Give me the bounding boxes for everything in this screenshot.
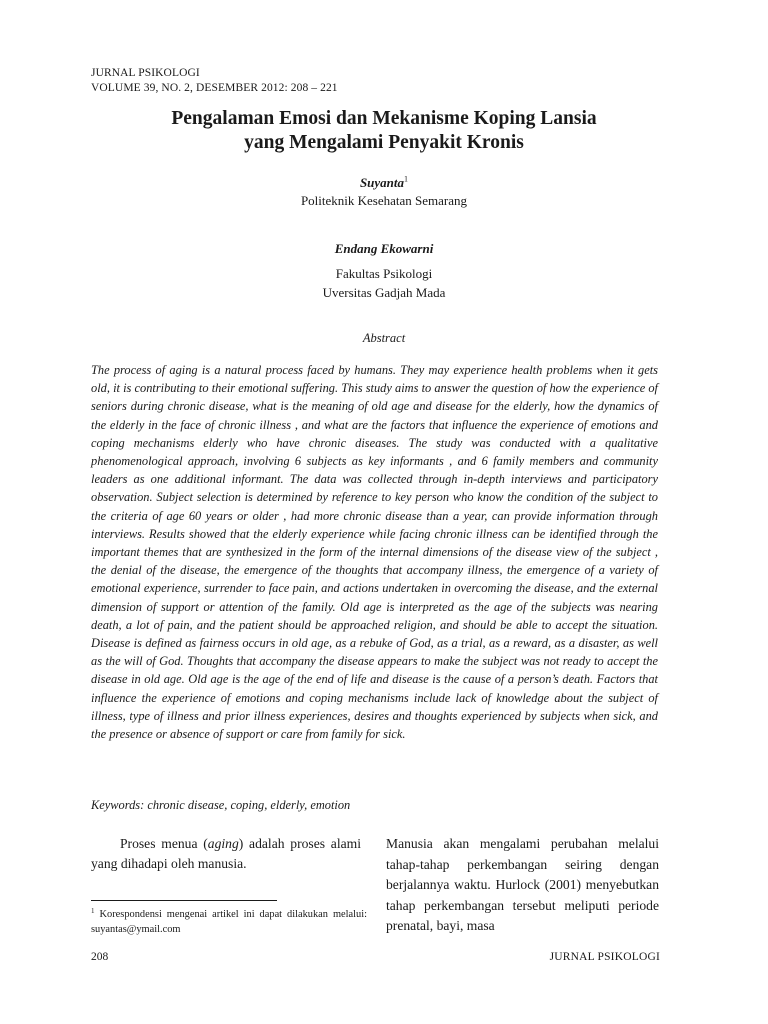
abstract-heading: Abstract [362,331,406,345]
abstract-text: The process of aging is a natural process faced by humans. They may experience health problems when it gets old, it is contributing to their emotional suffering. This study aims to answer the question of how the experience of seniors during chronic disease, what is the meaning of old age and disease for the elderly, how the dynamics of the elderly in the face of chronic illness , and what are the factors that influence the experience of emotions and coping mechanisms elderly who have chronic diseases. The study was conducted with a qualitative phenomenological approach, involving 6 subjects as key informants , and 6 family members and community leaders as one additional informant. The data was collected through in-depth interviews and participatory observation. Subject selection is determined by reference to key person who know the condition of the subject to the criteria of age 60 years or older , had more chronic disease than a year, can provide information through interviews. Results showed that the elderly experience while facing chronic illness can be identified through the important themes that are synthesized in the form of the internal dimensions of the disease view of the subject , the denial of the disease, the emergence of the thoughts that accompany illness, the emergence of a variety of emotional experience, surrender to face pain, and actions undertaken in overcoming the disease, and the external dimension of support or attention of the family. Old age is interpreted as the age of the subjects was nearing death, a lot of pain, and the patient should be approached religion, and should be able to accept the situation. Disease is defined as fairness occurs in old age, as a rebuke of God, as a trial, as a reward, as a disaster, as well as the will of God. Thoughts that accompany the disease appears to make the subject was not ready to accept the disease in old age. Old age is the age of the end of life and disease is the cause of a person’s death. Factors that influence the experience of emotions and coping mechanisms include lack of knowledge about the subject of illness, type of illness and prior illness experiences, desires and thoughts experienced by subjects when sick, and the presence or absence of support or care from family for sick. [91,363,658,742]
body-left-text-2: ) adalah proses alami yang dihadapi oleh manusia. [91,836,361,871]
title-line-1: Pengalaman Emosi dan Mekanisme Koping Lansia [171,108,597,129]
journal-name: JURNAL PSIKOLOGI [91,67,200,79]
body-right-column: Manusia akan mengalami perubahan melalui tahap-tahap perkembangan seiring dengan berjalannya waktu. Hurlock (2001) menyebutkan tahap perkembangan tersebut meliputi periode prenatal, bayi, masa [386,836,659,933]
author-1-name: Suyanta [359,175,405,190]
journal-header [91,66,338,96]
author-1-footnote-mark: 1 [404,174,409,184]
author-1-affiliation: Politeknik Kesehatan Semarang [300,193,468,208]
body-left-text-1: Proses menua ( [120,836,208,851]
author-2-affiliation-line-1: Fakultas Psikologi [335,266,433,281]
volume-info: VOLUME 39, NO. 2, DESEMBER 2012: 208 – 221 [91,82,338,94]
footnote-mark: 1 [91,906,95,915]
footer-journal-name: JURNAL PSIKOLOGI [549,951,660,963]
page-number: 208 [91,951,109,963]
footnote-divider [91,900,277,901]
title-line-2: yang Mengalami Penyakit Kronis [244,132,524,153]
author-2-name: Endang Ekowarni [334,241,434,256]
author-1 [0,174,768,192]
footnote-text: Korespondensi mengenai artikel ini dapat dilakukan melalui: suyantas@ymail.com [91,909,367,935]
author-2-affiliation [0,264,768,302]
footnote [91,907,367,937]
body-left-column [91,834,361,874]
body-left-italic-term: aging [207,836,239,851]
keywords: Keywords: chronic disease, coping, elderly, emotion [91,798,351,812]
author-2-affiliation-line-2: Uversitas Gadjah Mada [322,285,446,300]
article-title [60,107,708,155]
